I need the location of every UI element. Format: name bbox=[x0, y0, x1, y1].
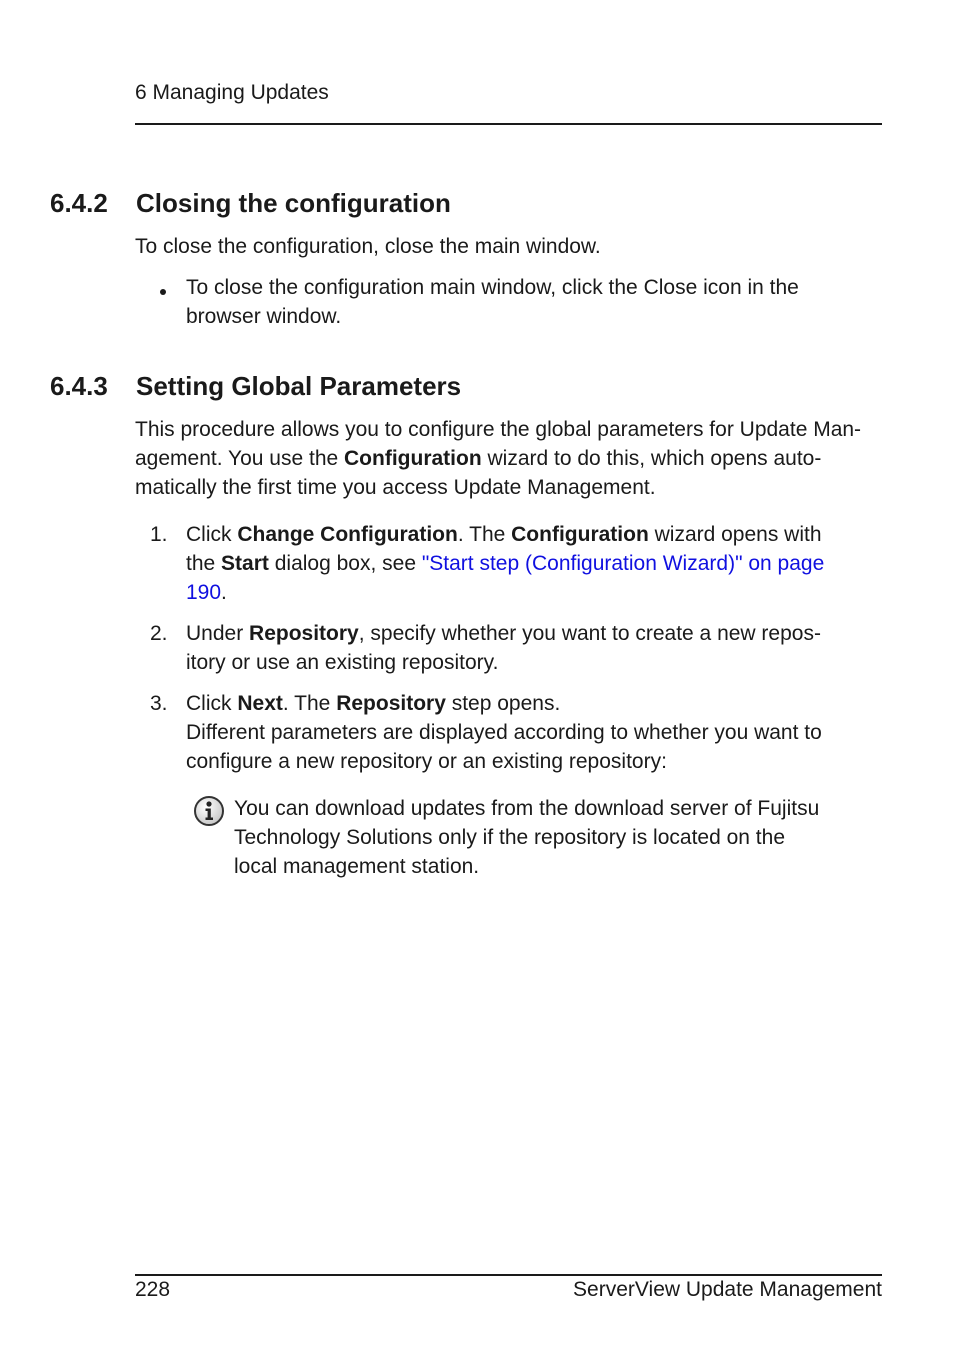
step-3-line3: configure a new repository or an existing repository: bbox=[186, 750, 667, 773]
paragraph-line: matically the first time you access Update Management. bbox=[135, 476, 656, 499]
note-line3: local management station. bbox=[234, 855, 480, 878]
section-number: 6.4.2 bbox=[50, 188, 108, 218]
step-3-line2: Different parameters are displayed according to whether you want to bbox=[186, 721, 822, 744]
step-number: 1. bbox=[150, 523, 168, 546]
ui-term-configuration: Configuration bbox=[344, 447, 482, 470]
header-rule bbox=[135, 123, 882, 125]
ui-term-repository: Repository bbox=[249, 622, 359, 645]
page-number: 228 bbox=[135, 1278, 171, 1301]
ui-term-change-configuration: Change Configuration bbox=[237, 523, 458, 546]
running-header: 6 Managing Updates bbox=[135, 81, 329, 104]
ui-term-repository: Repository bbox=[336, 692, 446, 715]
ui-term-configuration: Configuration bbox=[511, 523, 649, 546]
step-1-line1: Click Change Configuration. The Configuration wizard opens with bbox=[186, 523, 822, 546]
section-heading-6-4-3 bbox=[50, 371, 650, 401]
step-2-line2: itory or use an existing repository. bbox=[186, 651, 499, 674]
bullet-text-line1: To close the configuration main window, click the Close icon in the bbox=[186, 276, 799, 299]
step-2-line1: Under Repository, specify whether you want to create a new repos- bbox=[186, 622, 821, 645]
info-icon bbox=[193, 795, 225, 827]
step-number: 2. bbox=[150, 622, 168, 645]
paragraph-line: agement. You use the Configuration wizard to do this, which opens auto- bbox=[135, 447, 822, 470]
cross-reference-link-page[interactable]: 190 bbox=[186, 581, 222, 604]
ui-term-start: Start bbox=[221, 552, 269, 575]
section-intro: To close the configuration, close the main window. bbox=[135, 235, 601, 258]
section-title: Closing the configuration bbox=[136, 188, 451, 218]
step-number: 3. bbox=[150, 692, 168, 715]
cross-reference-link[interactable]: "Start step (Configuration Wizard)" on page bbox=[421, 552, 825, 575]
note-line1: You can download updates from the download server of Fujitsu bbox=[234, 797, 820, 820]
step-3-line1: Click Next. The Repository step opens. bbox=[186, 692, 561, 715]
footer-rule bbox=[135, 1274, 882, 1276]
bullet-text-line2: browser window. bbox=[186, 305, 342, 328]
paragraph-line: This procedure allows you to configure the global parameters for Update Man- bbox=[135, 418, 862, 441]
section-title: Setting Global Parameters bbox=[136, 371, 462, 401]
bullet-dot bbox=[160, 289, 166, 295]
step-1-line3: 190. bbox=[186, 581, 227, 604]
section-heading-6-4-2 bbox=[50, 188, 650, 218]
step-1-line2: the Start dialog box, see "Start step (Configuration Wizard)" on page bbox=[186, 552, 825, 575]
note-line2: Technology Solutions only if the repository is located on the bbox=[234, 826, 785, 849]
section-number: 6.4.3 bbox=[50, 371, 108, 401]
ui-term-next: Next bbox=[237, 692, 283, 715]
product-name: ServerView Update Management bbox=[573, 1278, 882, 1301]
